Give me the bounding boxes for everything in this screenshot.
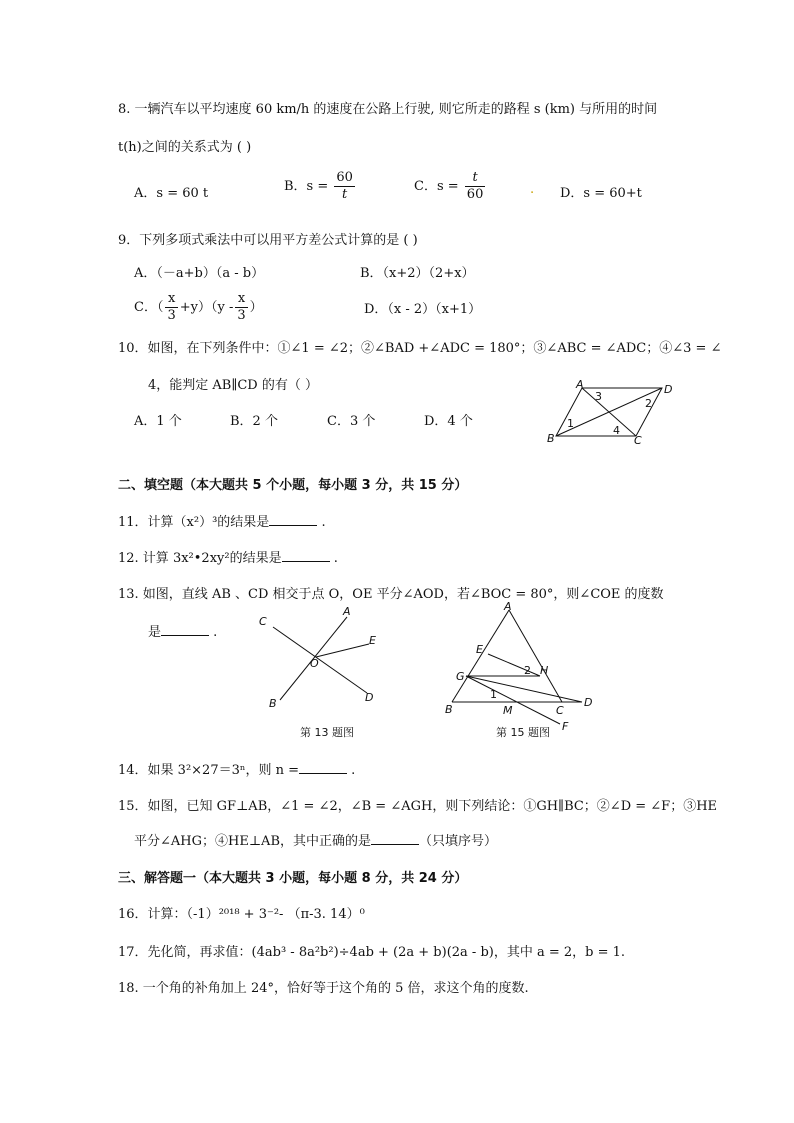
q16: 16．计算：（-1）²⁰¹⁸ + 3⁻²- （π-3. 14）⁰ bbox=[118, 907, 365, 922]
q10-option-c: C．3 个 bbox=[327, 414, 376, 429]
q15-label-a: A bbox=[504, 600, 512, 613]
q15-label-f: F bbox=[562, 720, 569, 733]
q10-line1: 10．如图，在下列条件中：①∠1 = ∠2；②∠BAD +∠ADC = 180°；③∠ABC = ∠ADC；④∠3 = ∠ bbox=[118, 341, 722, 356]
q13-label-d: D bbox=[365, 691, 374, 704]
q9-option-d: D．（x - 2）（x+1） bbox=[364, 302, 482, 317]
q15-label-e: E bbox=[476, 643, 483, 656]
q8-b-den: t bbox=[342, 187, 348, 202]
q12-text: 12. 计算 3x²•2xy²的结果是 bbox=[118, 551, 282, 566]
q11-blank bbox=[269, 513, 317, 526]
q8-option-c bbox=[414, 170, 487, 203]
q15-line-gd bbox=[466, 676, 582, 702]
q15-label-d: D bbox=[584, 696, 593, 709]
q10-option-d: D．4 个 bbox=[424, 414, 473, 429]
q13-label-o: O bbox=[310, 657, 319, 670]
q13-caption: 第 13 题图 bbox=[300, 726, 354, 739]
q8-option-d: D．s = 60+t bbox=[560, 186, 642, 201]
q8-b-num: 60 bbox=[336, 170, 353, 185]
q15-angle-1: 1 bbox=[490, 688, 497, 701]
q10-label-a: A bbox=[576, 380, 584, 391]
q12-end: . bbox=[333, 551, 338, 566]
q13-blank bbox=[161, 623, 209, 636]
q15-blank bbox=[371, 832, 419, 845]
q15-line2-end: （只填序号） bbox=[419, 834, 498, 849]
q12-blank bbox=[282, 549, 330, 562]
q13-figure bbox=[255, 605, 395, 715]
q8-c-fraction bbox=[465, 170, 486, 203]
q10-figure bbox=[540, 380, 680, 450]
q9-stem: 9．下列多项式乘法中可以用平方差公式计算的是 ( ) bbox=[118, 233, 418, 248]
q15-line2-text: 平分∠AHG；④HE⊥AB，其中正确的是 bbox=[134, 834, 371, 849]
q15-side-ab bbox=[452, 610, 509, 702]
q8-c-num: t bbox=[465, 170, 486, 187]
q18: 18. 一个角的补角加上 24°，恰好等于这个角的 5 倍，求这个角的度数. bbox=[118, 981, 529, 996]
q15-label-g: G bbox=[456, 670, 465, 683]
q15-label-h: H bbox=[540, 664, 549, 677]
q14-blank bbox=[299, 761, 347, 774]
q13-label-b: B bbox=[269, 697, 277, 710]
q10-angle-2: 2 bbox=[645, 397, 652, 410]
q10-label-b: B bbox=[547, 432, 555, 445]
q15-side-ac bbox=[509, 610, 562, 702]
q8-b-fraction bbox=[334, 170, 355, 203]
q10-angle-1: 1 bbox=[567, 417, 574, 430]
q10-angle-4: 4 bbox=[613, 424, 620, 437]
q13-end: . bbox=[213, 625, 218, 640]
q8-option-b bbox=[284, 170, 357, 203]
q13-line1: 13. 如图，直线 AB 、CD 相交于点 O，OE 平分∠AOD，若∠BOC = 80°，则∠COE 的度数 bbox=[118, 587, 664, 602]
q10-angle-3: 3 bbox=[595, 390, 602, 403]
q13-line2-text: 是 bbox=[148, 625, 162, 640]
q15-line2 bbox=[134, 830, 497, 849]
q15-angle-2: 2 bbox=[524, 664, 531, 677]
q8-b-prefix: B．s = bbox=[284, 179, 329, 194]
q15-label-c: C bbox=[556, 704, 564, 717]
q15-figure bbox=[440, 600, 600, 736]
q10-label-d: D bbox=[664, 383, 673, 396]
q15-line1: 15．如图，已知 GF⊥AB，∠1 = ∠2，∠B = ∠AGH，则下列结论：①GH∥BC；②∠D = ∠F；③HE bbox=[118, 799, 718, 814]
q9-c-mid: +y）（y - bbox=[179, 300, 234, 315]
q10-label-c: C bbox=[634, 434, 642, 447]
q8-line2: t(h)之间的关系式为 ( ) bbox=[118, 140, 252, 155]
q8-line1: 8. 一辆汽车以平均速度 60 km/h 的速度在公路上行驶, 则它所走的路程 s (km) 与所用的时间 bbox=[118, 102, 658, 117]
q9-c-frac1-den: 3 bbox=[167, 308, 176, 323]
q17: 17．先化简，再求值：(4ab³ - 8a²b²)÷4ab + (2a + b)(2a - b)，其中 a = 2，b = 1. bbox=[118, 945, 626, 960]
q8-c-den: 60 bbox=[466, 187, 484, 202]
q15-caption: 第 15 题图 bbox=[496, 726, 550, 739]
q10-line2: 4，能判定 AB∥CD 的有（ ） bbox=[148, 378, 318, 393]
q11-text: 11．计算（x²）³的结果是 bbox=[118, 515, 270, 530]
q13-line2 bbox=[148, 621, 217, 640]
q13-label-e: E bbox=[369, 634, 376, 647]
q9-c-frac2 bbox=[235, 291, 247, 324]
q9-c-frac2-den: 3 bbox=[237, 308, 246, 323]
q8-c-prefix: C．s = bbox=[414, 179, 459, 194]
q9-option-c: C．（ $\frac{x}{3}$ +y）（y - $\frac{x}{3}$ ） bbox=[134, 291, 263, 323]
q15-label-m: M bbox=[503, 704, 513, 717]
q12 bbox=[118, 547, 338, 566]
q13-label-c: C bbox=[259, 615, 267, 628]
q14 bbox=[118, 759, 355, 778]
q15-line-gf bbox=[466, 676, 560, 724]
q13-label-a: A bbox=[343, 605, 351, 618]
q9-c-frac1-num: x bbox=[165, 291, 177, 308]
q11-end: . bbox=[321, 515, 326, 530]
q8-option-a: A．s = 60 t bbox=[134, 186, 209, 201]
q9-option-b: B．（x+2）（2+x） bbox=[360, 266, 475, 281]
q15-label-b: B bbox=[445, 703, 453, 716]
section-3-heading: 三、解答题一（本大题共 3 小题，每小题 8 分，共 24 分） bbox=[118, 871, 468, 886]
q9-c-label: C． bbox=[134, 300, 157, 315]
section-2-heading: 二、填空题（本大题共 5 个小题，每小题 3 分，共 15 分） bbox=[118, 478, 468, 493]
q9-c-frac1 bbox=[165, 291, 177, 324]
q11 bbox=[118, 511, 326, 530]
stray-dot: . bbox=[530, 182, 535, 197]
q14-text: 14．如果 3²×27＝3ⁿ，则 n = bbox=[118, 763, 300, 778]
q9-option-a: A．（－a+b）（a - b） bbox=[134, 266, 265, 281]
q13-line-cd bbox=[273, 627, 367, 693]
q9-c-frac2-num: x bbox=[235, 291, 247, 308]
q14-end: . bbox=[351, 763, 356, 778]
q10-option-a: A．1 个 bbox=[134, 414, 182, 429]
q15-line-eh bbox=[488, 654, 540, 676]
q10-option-b: B．2 个 bbox=[230, 414, 278, 429]
